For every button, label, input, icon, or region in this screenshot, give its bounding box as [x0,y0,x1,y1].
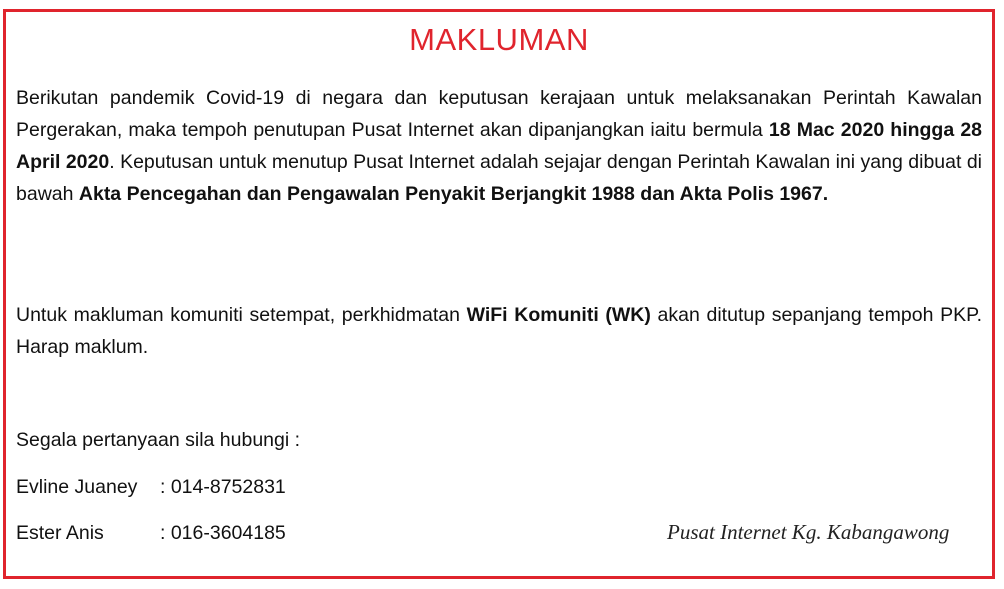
legal-acts: Akta Pencegahan dan Pengawalan Penyakit Berjangkit 1988 dan Akta Polis 1967. [78,183,829,205]
signature-organisation: Pusat Internet Kg. Kabangawong [667,520,950,544]
notice-frame [3,9,995,579]
notice-paragraph-closure [16,82,982,210]
notice-paragraph-wifi [16,299,982,363]
contact-phone: : 016-3604185 [160,522,286,544]
contact-row [16,473,286,501]
contact-intro: Segala pertanyaan sila hubungi : [16,429,301,451]
paragraph-text: akan ditutup sepanjang tempoh PKP. Harap maklum. [16,304,983,358]
wifi-service-name: WiFi Komuniti (WK) [466,304,651,326]
paragraph-text: Untuk makluman komuniti setempat, perkhidmatan [16,304,467,326]
paragraph-text: Berikutan pandemik Covid-19 di negara dan keputusan kerajaan untuk melaksanakan Perintah Kawalan Pergerakan, maka tempoh penutupan Pusat Internet akan dipanjangkan iaitu bermula [16,87,982,141]
contact-phone: : 014-8752831 [160,476,286,498]
paragraph-text: . Keputusan untuk menutup Pusat Internet adalah sejajar dengan Perintah Kawalan ini yang dibuat di bawah [16,151,982,205]
closure-date-range: 18 Mac 2020 hingga 28 April 2020 [16,119,983,173]
contact-name: Ester Anis [16,522,104,544]
contact-name: Evline Juaney [16,476,138,498]
contact-row [16,519,286,547]
notice-title: MAKLUMAN [409,22,589,57]
